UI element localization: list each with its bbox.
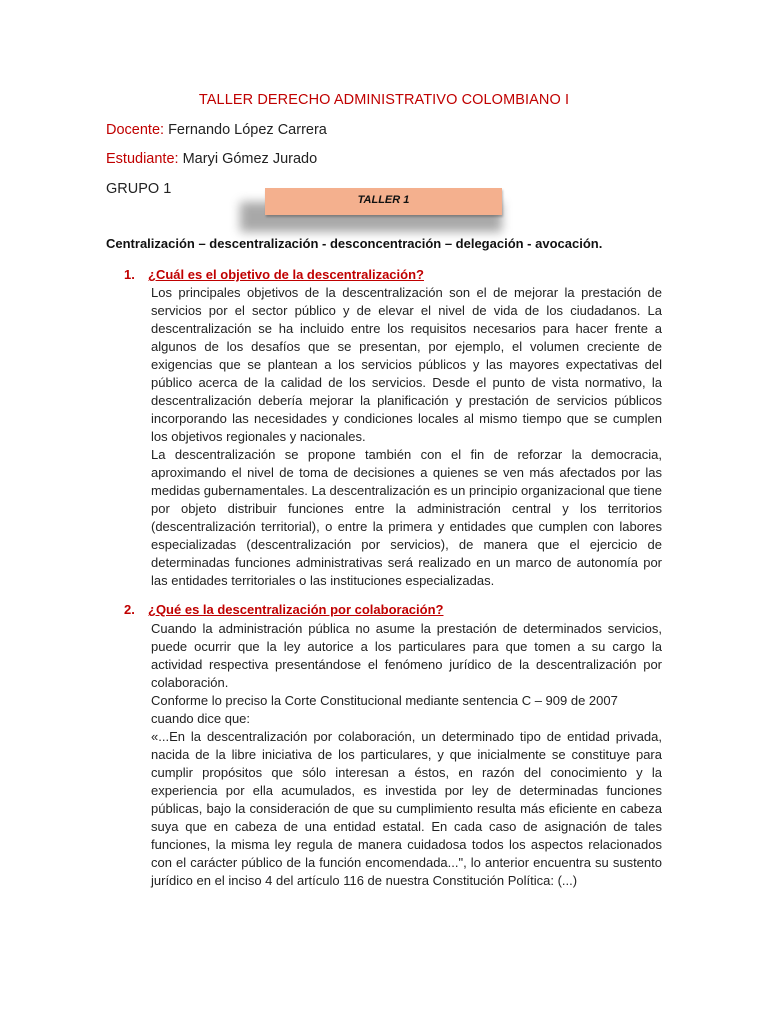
docente-label: Docente:: [106, 122, 165, 138]
question-number: 2.: [124, 602, 135, 617]
document-title: TALLER DERECHO ADMINISTRATIVO COLOMBIANO I: [198, 92, 570, 108]
answer-quote-paragraph: «...En la descentralización por colaboración, un determinado tipo de entidad privada, nacida de la libre iniciativa de los particulares, y que inicialmente se constituye para cumplir propósitos que sólo interesan a éstos, en razón del conocimiento y la experiencia por ella acumulados, es investida por ley de determinadas funciones públicas, bajo la consideración de que su cumplimiento resulta más eficiente en cabeza suya que en cabeza de una entidad estatal. En cada caso de asignación de tales funciones, la misma ley regula de manera cuidadosa todos los aspectos relacionados con el carácter público de la función encomendada...", lo anterior encuentra su sustento jurídico en el inciso 4 del artículo 116 de nuestra Constitución Política: (...): [151, 729, 662, 888]
answer-paragraph: Cuando la administración pública no asume la prestación de determinados servicios, puede ocurrir que la ley autorice a los particulares para que tomen a su cargo la actividad respectiva presentándose el fenómeno jurídico de la descentralización por colaboración.: [151, 621, 662, 690]
answer-paragraph: La descentralización se propone también con el fin de reforzar la democracia, aproximando el nivel de toma de decisiones a quienes se ven más afectados por las medidas gubernamentales. La descentralización es un principio organizacional que tiene por objeto distribuir funciones entre la administración central y los territorios (descentralización territorial), o entre la primera y entidades que cumplen con labores especializadas (descentralización por servicios), de manera que el ejercicio de determinadas funciones administrativas será realizado en un marco de autonomía por las entidades territoriales o las instituciones especializadas.: [151, 447, 662, 588]
taller-box: [265, 188, 502, 215]
answer-paragraph: Los principales objetivos de la descentralización son el de mejorar la prestación de servicios por el sector público y de elevar el nivel de vida de los ciudadanos. La descentralización se ha incluido entre los requisitos necesarios para hacer frente a algunos de los desafíos que se presentan, por ejemplo, el volumen creciente de exigencias que se plantean a los servicios públicos y las mayores expectativas del público acerca de la calidad de los servicios. Desde el punto de vista normativo, la descentralización debería mejorar la planificación y prestación de servicios públicos incorporando las necesidades y condiciones locales al mismo tiempo que se cumplen los objetivos regionales y nacionales.: [151, 285, 662, 444]
grupo-label: GRUPO 1: [106, 181, 172, 197]
answer-paragraph: Conforme lo preciso la Corte Constitucional mediante sentencia C – 909 de 2007 cuando dice que:: [151, 693, 618, 726]
docente-line: [106, 122, 327, 138]
taller-label: TALLER 1: [357, 194, 410, 206]
question-text: ¿Cuál es el objetivo de la descentralización?: [148, 267, 424, 282]
question-number: 1.: [124, 267, 135, 282]
question-2: [124, 602, 443, 617]
question-1: [124, 267, 424, 282]
estudiante-line: [106, 151, 317, 167]
question-text: ¿Qué es la descentralización por colaboración?: [148, 602, 444, 617]
estudiante-value: Maryi Gómez Jurado: [182, 151, 318, 167]
estudiante-label: Estudiante:: [106, 151, 179, 167]
answer-1: [151, 284, 662, 590]
answer-2: [151, 620, 662, 890]
topics-heading: Centralización – descentralización - desconcentración – delegación - avocación.: [106, 236, 603, 251]
docente-value: Fernando López Carrera: [168, 122, 327, 138]
